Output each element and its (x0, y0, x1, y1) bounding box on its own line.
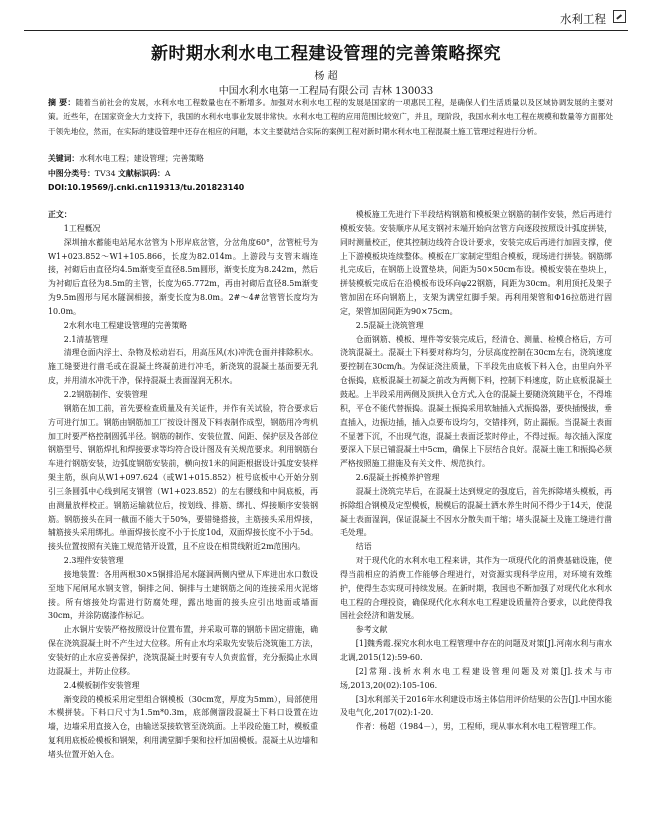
section-heading: 2.6混凝土拆模养护管理 (355, 473, 440, 483)
section-heading: 结语 (355, 542, 372, 552)
doc-code-text: A (164, 169, 171, 178)
body-label: 正文： (48, 210, 72, 219)
journal-section: 水利工程 (560, 12, 606, 26)
doc-code-label: 文献标识码： (118, 169, 165, 178)
paragraph: 深圳抽水蓄能电站尾水岔管为卜形岸底岔管，分岔角度60°，岔管桩号为W1+023.852～W1+105.866，长度为82.014m。上游段与支管末端连接，衬砌后由直径均4.5m渐变至直径8.5m圆形，渐变长度为8.242m，然后为衬砌后直径为8.5m的主管，长度为65.772m，再由衬砌后直径8.5m渐变为9.5m圆形与尾水隧洞相接，渐变长度为8.0m。2#～4#岔管管长度均为10.0m。 (48, 237, 318, 316)
clc-text: TV34 (94, 169, 116, 178)
paragraph: 渐变段的模板采用定型组合钢模板（30cm宽，厚度为5mm），局部使用木模拼装。下料口尺寸为1.5m*0.3m，底部侧溜段混凝土下料口设置在边墙，边墙采用直接入仓，由输送泵接软管至浇筑面。上半段砼施工时，模板重复利用底板砼模板和钢架，利用满堂脚手架和拉杆加固模板。混凝土从边墙和堵头位置开始入仓。 (48, 694, 318, 759)
paragraph: 混凝土浇筑完毕后，在混凝土达到规定的强度后，首先拆除堵头模板，再拆除组合钢模及定型模板，脱模后的混凝土洒水养生时间不得少于14天，使混凝土表面湿润，保证混凝土不因水分散失而干缩；堵头混凝土及施工缝进行凿毛处理。 (340, 486, 612, 538)
doi-text: DOI:10.19569/j.cnki.cn119313/tu.201823140 (48, 183, 245, 192)
paragraph: 模板施工先进行下半段结构钢筋和模板架立钢筋的制作安装，然后再进行模板安装。安装顺序从尾支钢衬末端开始向岔管方向逐段按照设计弧度拼装，同时测量校正，使其控制边线符合设计要求，安装完成后再进行加固支撑，使上下游模板块连续整体。模板在厂家制定型组合模板，现场进行拼装。钢筋绑扎完成后，在钢筋上设置垫块，间距为50×50cm布设。模板安装在垫块上，拼装模板完成后在沿模板布设环向φ22钢筋，间距为30cm。利用顶托及架子管加固在环向钢筋上，支架为满堂红脚手架。再利用架管和Φ16拉筋进行固定，架管加固间距为90×75cm。 (340, 210, 612, 316)
section-heading: 2.3埋件安装管理 (63, 556, 124, 566)
paragraph: 接地装置：各用两根30×5铜排沿尾水隧洞两侧内壁从下库进出水口数设至地下尾闸尾水钢支管，铜排之间、铜排与土建钢筋之间的连接采用火泥熔接。所有熔接处均需进行防腐处理，露出地面的接头应引出地面或墙面30cm，并涂防腐漆作标记。 (48, 569, 318, 621)
paragraph: 止水铜片安装严格按照设计位置布置，并采取可靠的钢筋卡固定措施，确保在浇筑混凝土时不产生过大位移。所有止水均采取先安装后浇筑施工方法，安装好的止水应妥善保护，浇筑混凝土时要有专人负责监督，充分振捣止水周边混凝土，并防止位移。 (48, 625, 318, 676)
keywords-label: 关键词： (48, 154, 80, 163)
classification (48, 168, 170, 179)
paragraph: 仓面钢筋、模板、埋件等安装完成后，经清仓、测量、检模合格后，方可浇筑混凝土。混凝土下料要对称均匀，分层高度控制在30cm左右，浇筑速度要控制在30cm/h。为保证浇注质量，下半段先由底板下料入仓，由里向外平仓振捣，底板混凝土初凝之前改为两侧下料，控制下料速度，防止底板混凝土鼓起。上半段采用两侧及顶拱入仓方式,入仓的混凝土要随浇筑随平仓，不得堆积，平仓不能代替振捣。混凝土振捣采用软轴插入式振捣器，要快插慢拔，垂直插入，边振边插，插入点要布设均匀，交错排列，防止漏振。当混凝土表面不显著下沉，不出现气泡，混凝土表面泛浆时停止，不得过振。每次插入深度要深入下层已铺混凝土中5cm，确保上下层结合良好。混凝土施工和振捣必须严格按照施工措施及有关文件、规范执行。 (340, 334, 612, 469)
clc-label: 中图分类号： (48, 169, 95, 178)
section-heading: 2.1清基管理 (63, 334, 108, 344)
keywords (48, 153, 204, 164)
section-heading: 2.2钢筋制作、安装管理 (63, 389, 148, 399)
doi (48, 183, 244, 192)
section-heading: 2水利水电工程建设管理的完善策略 (63, 320, 188, 330)
abstract-text: 随着当前社会的发展，水利水电工程数量也在不断增多。加强对水利水电工程的发展是国家的一项惠民工程，是确保人们生活质量以及区域协调发展的主要对策。近些年，在国家资金大力支持下，我国的水利水电事业发展非常快。水利水电工程的应用范围比较宽广，并且，现阶段，我国水利水电工程在规模和数量等方面都处于领先地位，然而，在实际的建设管理中还存在相应的问题，本文主要就结合实际的案例工程对新时期水利水电工程混凝土施工管理过程进行分析。 (48, 98, 613, 136)
right-column (340, 208, 612, 734)
section-logo-icon (613, 10, 626, 23)
paragraph: 作者：杨超（1984－），男，工程师，现从事水利水电工程管理工作。 (355, 722, 601, 732)
section-heading: 参考文献 (355, 625, 388, 635)
keywords-text: 水利水电工程；建设管理；完善策略 (79, 154, 204, 163)
abstract-label: 摘 要： (48, 98, 76, 107)
author: 杨 超 (314, 71, 338, 82)
left-column (48, 208, 318, 762)
paper-title: 新时期水利水电工程建设管理的完善策略探究 (151, 44, 501, 64)
paragraph: 清理仓面内浮土、杂物及松动岩石，用高压风(水)冲洗仓面并排除积水。施工缝要进行凿毛或在混凝土终凝前进行冲毛，新浇筑的混凝土基面要无乳皮，并用清水冲洗干净，保持混凝土表面湿润无积水。 (48, 348, 318, 386)
section-heading: 2.5混凝土浇筑管理 (355, 320, 424, 330)
paragraph: [2]常翔.浅析水利水电工程建设管理问题及对策[J].技术与市场,2013,20(02):105-106. (340, 666, 612, 690)
running-header (24, 8, 628, 31)
abstract (48, 96, 613, 139)
section-heading: 2.4模板制作安装管理 (63, 680, 140, 690)
paragraph: [1]魏秀霞.探究水利水电工程管理中存在的问题及对策[J].河南水利与南水北调,2015(12):59-60. (340, 639, 612, 662)
paragraph: 钢筋在加工前，首先要检查质量及有关证件，并作有关试验，符合要求后方可进行加工。钢筋由钢筋加工厂按设计图及下料表制作成型，钢筋用冷弯机加工时要严格控制圆弧半径。钢筋的制作、安装位置、间距、保护层及各部位钢筋型号、钢筋焊扎和焊接要求等均符合设计图及有关规范要求。利用钢筋台车进行钢筋安装，边弧度钢筋安装前，横向按1米的间距根据设计弧度安装样架主筋，纵向从W1+097.624（或W1+015.852）桩号底板中心开始分别引三条圆弧中心线到尾支钢管（W1+023.852）的左右腰线和中间底板，再由测量放样校正。钢筋运输就位后，按划线、排筋、绑扎、焊接顺序安装钢筋。钢筋接头在同一截面不能大于50%，要错缝搭接，主筋接头采用焊接，辅筋接头采用绑扎。单面焊接长度不小于长度10d，双面焊接长度不小于5d。接头位置按照有关施工规范错开设置，且不应设在相贯线附近2m范围内。 (48, 403, 318, 552)
paragraph: 对于现代化的水利水电工程来讲，其作为一项现代化的消费基础设施，使得当前相应的消费工作能够合理进行，对资源实现科学应用，对环境有效维护，使得生态实现可持续发展。在新时期，我国也不断加强了对现代化水利水电工程的合理投资，确保现代化水利水电工程建设质量符合要求，以此使得我国社会经济和谐发展。 (340, 556, 612, 621)
paragraph: [3]水利部关于2016年水利建设市场主体信用评价结果的公告[J].中国水能及电气化,2017(02):1-20. (340, 694, 612, 718)
affiliation: 中国水利水电第一工程局有限公司 吉林 130033 (218, 86, 434, 97)
section-heading: 1工程概况 (63, 223, 101, 233)
